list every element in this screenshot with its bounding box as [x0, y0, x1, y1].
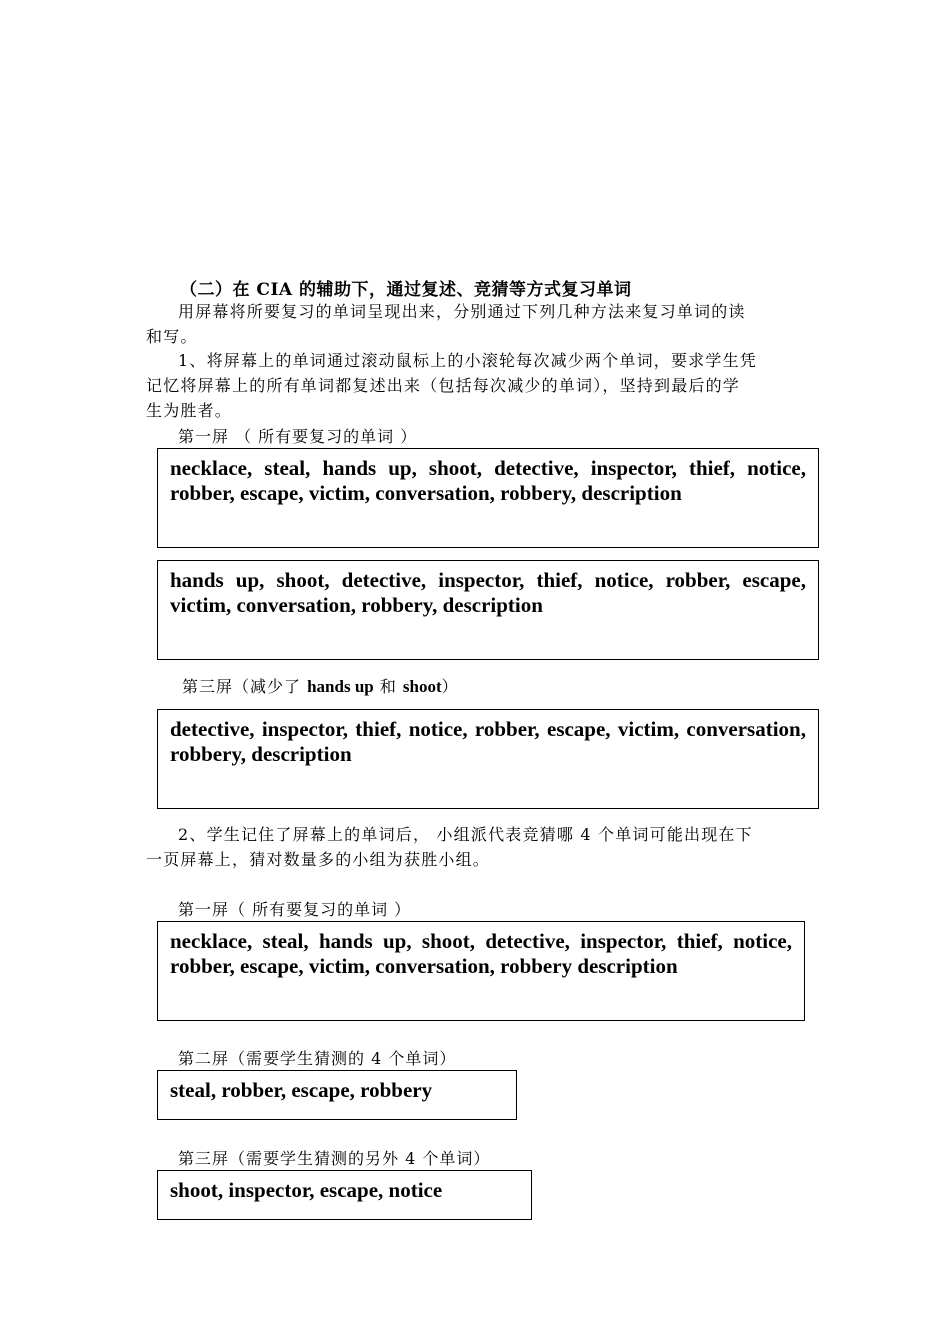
intro-line-2: 和写。	[146, 327, 198, 346]
method2-line-2: 一页屏幕上，猜对数量多的小组为获胜小组。	[146, 850, 491, 869]
method1-screen3-label	[182, 674, 459, 697]
method2-screen3-label: 第三屏（需要学生猜测的另外 4 个单词）	[178, 1149, 491, 1168]
method2-screen2-label: 第二屏（需要学生猜测的 4 个单词）	[178, 1049, 457, 1068]
intro-line-1: 用屏幕将所要复习的单词呈现出来，分别通过下列几种方法来复习单词的读	[178, 302, 746, 321]
method2-screen1-label: 第一屏（ 所有要复习的单词 ）	[178, 900, 412, 919]
section-heading: （二）在 CIA 的辅助下，通过复述、竞猜等方式复习单词	[180, 280, 632, 300]
method2-line-1: 2、学生记住了屏幕上的单词后， 小组派代表竞猜哪 4 个单词可能出现在下	[178, 825, 753, 844]
method2-screen2-box	[157, 1070, 517, 1120]
method1-screen2-words: hands up, shoot, detective, inspector, thief, notice, robber, escape, victim, conversation, robbery, description	[170, 568, 806, 617]
screen3-label-prefix: 第三屏（减少了	[182, 677, 308, 696]
method1-line-1: 1、将屏幕上的单词通过滚动鼠标上的小滚轮每次减少两个单词，要求学生凭	[178, 351, 757, 370]
method2-screen3-words: shoot, inspector, escape, notice	[170, 1178, 443, 1202]
method1-screen2-box	[157, 560, 819, 660]
method2-screen2-words: steal, robber, escape, robbery	[170, 1078, 433, 1102]
method1-screen1-words: necklace, steal, hands up, shoot, detective, inspector, thief, notice, robber, escape, victim, conversation, robbery, description	[170, 456, 806, 505]
method2-screen3-box	[157, 1170, 532, 1220]
method2-screen1-words: necklace, steal, hands up, shoot, detective, inspector, thief, notice, robber, escape, victim, conversation, robbery description	[170, 929, 792, 978]
screen3-label-suffix: ）	[441, 677, 459, 696]
screen3-label-word1: hands up	[307, 677, 374, 696]
method1-line-2: 记忆将屏幕上的所有单词都复述出来（包括每次减少的单词），坚持到最后的学	[146, 376, 741, 395]
method1-line-3: 生为胜者。	[146, 401, 233, 420]
screen3-label-and: 和	[373, 677, 403, 696]
screen3-label-word2: shoot	[402, 677, 442, 696]
method1-screen1-label: 第一屏 （ 所有要复习的单词 ）	[178, 427, 418, 446]
method1-screen1-box	[157, 448, 819, 548]
method2-screen1-box	[157, 921, 805, 1021]
method1-screen3-box	[157, 709, 819, 809]
method1-screen3-words: detective, inspector, thief, notice, robber, escape, victim, conversation, robbery, description	[170, 717, 806, 766]
